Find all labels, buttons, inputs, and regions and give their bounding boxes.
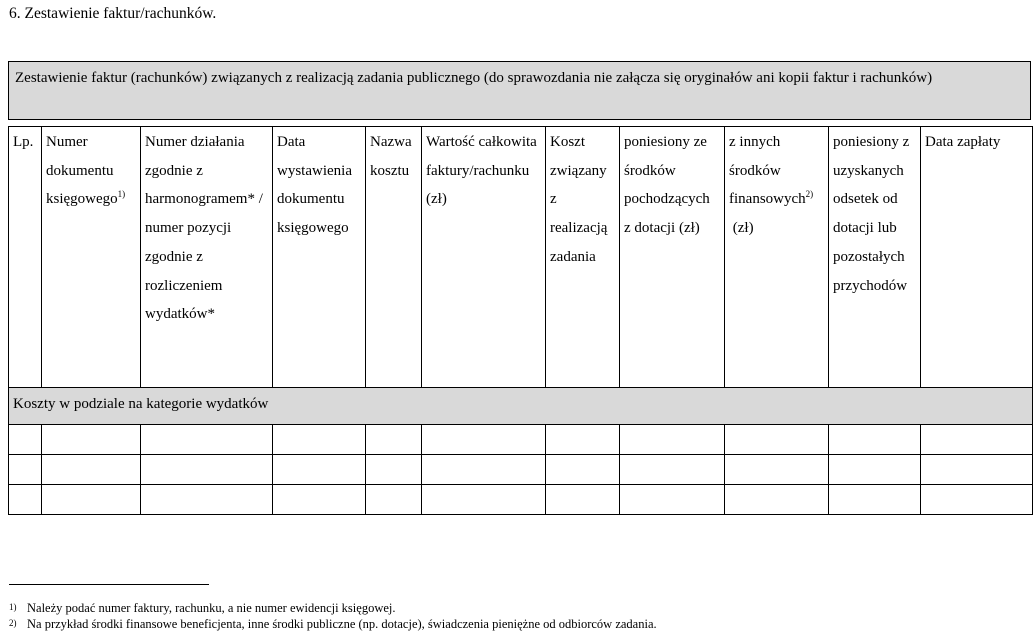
table-cell[interactable]: [422, 485, 546, 515]
table-cell[interactable]: [141, 425, 273, 455]
category-row-label: Koszty w podziale na kategorie wydatków: [9, 388, 1033, 425]
footnote-text: Na przykład środki finansowe beneficjenta, inne środki publiczne (np. dotacje), świadczenia pieniężne od odbiorców zadania.: [27, 617, 657, 631]
table-cell[interactable]: [829, 485, 921, 515]
table-cell[interactable]: [366, 485, 422, 515]
header-lp: Lp.: [9, 127, 42, 388]
footnote-ref-1: 1): [117, 189, 126, 200]
table-cell[interactable]: [546, 425, 620, 455]
table-cell[interactable]: [829, 455, 921, 485]
table-cell[interactable]: [42, 455, 141, 485]
footnote-ref-2: 2): [805, 189, 814, 200]
header-other-funds: z innych środków finansowych$^{2)}$ (zł): [725, 127, 829, 388]
table-cell[interactable]: [829, 425, 921, 455]
table-cell[interactable]: [273, 455, 366, 485]
table-cell[interactable]: [620, 425, 725, 455]
footnote-mark: 2): [9, 618, 17, 628]
footnote-1: [9, 601, 396, 616]
table-cell[interactable]: [725, 485, 829, 515]
category-row: [9, 388, 1033, 425]
footnote-divider: [9, 584, 209, 585]
table-cell[interactable]: [422, 425, 546, 455]
table-cell[interactable]: [422, 455, 546, 485]
table-cell[interactable]: [546, 485, 620, 515]
table-cell[interactable]: [725, 425, 829, 455]
table-cell[interactable]: [620, 455, 725, 485]
table-cell[interactable]: [921, 425, 1033, 455]
table-cell[interactable]: [42, 425, 141, 455]
table-cell[interactable]: [546, 455, 620, 485]
table-cell[interactable]: [9, 485, 42, 515]
header-document-number: Numer dokumentu księgowego$^{1)}$: [42, 127, 141, 388]
footnote-2: [9, 617, 657, 632]
table-row: [9, 485, 1033, 515]
table-cell[interactable]: [620, 485, 725, 515]
header-row: [9, 127, 1033, 388]
header-action-number: Numer działania zgodnie z harmonogramem* / numer pozycji zgodnie z rozliczeniem wydatków*: [141, 127, 273, 388]
header-interest-funds: poniesiony z uzyskanych odsetek od dotacji lub pozostałych przychodów: [829, 127, 921, 388]
intro-box: Zestawienie faktur (rachunków) związanych z realizacją zadania publicznego (do sprawozdania nie załącza się oryginałów ani kopii faktur i rachunków): [8, 61, 1031, 120]
header-total-value: Wartość całkowita faktury/rachunku (zł): [422, 127, 546, 388]
header-grant-funds: poniesiony ze środków pochodzących z dotacji (zł): [620, 127, 725, 388]
table-cell[interactable]: [921, 455, 1033, 485]
header-payment-date: Data zapłaty: [921, 127, 1033, 388]
table-cell[interactable]: [9, 455, 42, 485]
table-cell[interactable]: [9, 425, 42, 455]
table-cell[interactable]: [273, 485, 366, 515]
table-cell[interactable]: [141, 485, 273, 515]
header-related-cost: Koszt związany z realizacją zadania: [546, 127, 620, 388]
section-title: 6. Zestawienie faktur/rachunków.: [9, 5, 217, 22]
table-row: [9, 455, 1033, 485]
table-cell[interactable]: [366, 455, 422, 485]
footnote-text: Należy podać numer faktury, rachunku, a nie numer ewidencji księgowej.: [27, 601, 396, 615]
table-row: [9, 425, 1033, 455]
table-cell[interactable]: [273, 425, 366, 455]
table-cell[interactable]: [725, 455, 829, 485]
footnote-mark: 1): [9, 602, 17, 612]
table-cell[interactable]: [921, 485, 1033, 515]
table-cell[interactable]: [141, 455, 273, 485]
invoice-table: [8, 126, 1033, 515]
table-cell[interactable]: [366, 425, 422, 455]
table-cell[interactable]: [42, 485, 141, 515]
header-cost-name: Nazwa kosztu: [366, 127, 422, 388]
header-issue-date: Data wystawienia dokumentu księgowego: [273, 127, 366, 388]
